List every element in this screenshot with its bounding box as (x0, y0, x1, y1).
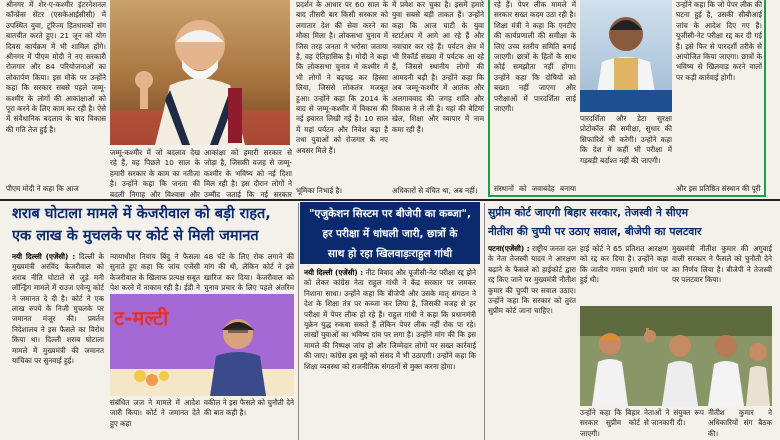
right-mid-text: रहे हैं। पेपर लीक मामले में सरकार सख्त कदम उठा रही है। शिक्षा मंत्री ने कहा कि एनटीए की कार्यप्रणाली की समीक्षा के लिए उच्च स्तरीय समिति बनाई जाएगी। छात्रों के हितों के साथ कोई समझौता नहीं होगा। उन्होंने कहा कि दोषियों को बख्शा नहीं जाएगा और परीक्षाओं में पारदर्शिता लाई जाएगी। (494, 0, 576, 114)
bihar-caption-col1: उन्होंने कहा कि बिहार सरकार सुप्रीम कोर्ट जाएगी। (580, 408, 640, 438)
kejriwal-caption-col2: वकील ने इस फैसले को चुनौती देने की बात कही है। (204, 398, 294, 418)
top-middle-footer: भूमिका निभाई है। (296, 186, 342, 195)
kejriwal-dateline: नयी दिल्ली (एजेंसी) : (12, 252, 76, 261)
kejriwal-col3: 48 घंटे के लिए रोक लगाने की मांग की थी, लेकिन कोर्ट ने इसे खारिज कर दिया। केजरीवाल को चुनाव प्रचार के लिए पहले अंतरिम (204, 252, 294, 292)
politicians-group-photo-icon (580, 306, 772, 406)
bihar-caption-col2: नेताओं ने संयुक्त रूप से जानकारी दी। (644, 408, 704, 428)
rahul-body: नयी दिल्ली (एजेंसी) : नीट विवाद और यूजीसी-नेट परीक्षा रद्द होने को लेकर कांग्रेस नेता राहुल गांधी ने केंद्र सरकार पर जमकर निशाना साधा। उन्होंने कहा कि बीजेपी और उसके मातृ संगठन ने देश के शिक्षा तंत्र पर कब्जा कर लिया है, जिसकी वजह से हर परीक्षा में पेपर लीक हो रहे हैं। राहुल गांधी ने कहा कि प्रधानमंत्री यूक्रेन युद्ध रुकवा सकते हैं लेकिन पेपर लीक नहीं रोक पा रहे। लाखों युवाओं का भविष्य दांव पर लगा है। उन्होंने मांग की कि इस मामले की निष्पक्ष जांच हो और जिम्मेदार लोगों पर सख्त कार्रवाई की जाए। कांग्रेस इस मुद्दे को संसद में भी उठाएगी। उन्होंने कहा कि शिक्षा व्यवस्था को राजनीतिक संगठनों से मुक्त करना होगा। (304, 268, 476, 371)
bihar-headline (488, 203, 770, 243)
top-right-of-center: में प्रवेश कर चुका है। इसमें हमारे युवा सबसे बड़ी ताकत हैं। उन्होंने कहा कि आज घाटी के युवा स्टार्टअप में आगे आ रहे हैं और नवाचार कर रहे हैं। पर्यटन क्षेत्र में भी रिकॉर्ड संख्या में पर्यटक आ रहे हैं, जिससे स्थानीय लोगों की आमदनी बढ़ी है। उन्होंने कहा कि अब जम्मू-कश्मीर में आतंक और अलगाववाद की जगह शांति और विकास ने ले ली है। यहां की बेटियां खेल, शिक्षा और व्यापार में नाम कमा रही हैं। (392, 0, 484, 134)
kejriwal-headline-line2: एक लाख के मुचलके पर कोर्ट से मिली जमानत (12, 228, 259, 244)
bihar-caption-col3: नीतीश कुमार ने अधिकारियों संग बैठक की। (708, 408, 772, 438)
center-bottom-col1: जम्मू-कश्मीर में जो बदलाव देख रहे हैं, वह पिछले 10 साल के हमारी सरकार के काम का नतीजा है। उन्होंने कहा कि जनता की बदली निगाह और विश्वास और (110, 148, 200, 198)
bihar-col2: हाई कोर्ट ने 65 प्रतिशत आरक्षण को रद्द कर दिया है। उन्होंने कहा कि जातीय गणना हमारी मांग पर हुई थी। (580, 244, 668, 285)
top-left-footer: पीएम मोदी ने कहा कि आज (6, 184, 79, 193)
top-left-column (6, 0, 106, 180)
rahul-dateline: नयी दिल्ली (एजेंसी) : (304, 268, 364, 277)
rahul-headline-line2: हर परीक्षा में धांधली जारी, छात्रों के (322, 228, 458, 240)
kejriwal-headline (12, 203, 294, 249)
minister-photo (580, 0, 672, 112)
kejriwal-headline-line1: शराब घोटाला मामले में केजरीवाल को बड़ी राहत, (12, 206, 271, 222)
kejriwal-caption-col1: संबंधित जज ने मामले में आदेश जारी किया। कोर्ट ने जमानत देते हुए कहा (110, 398, 200, 428)
center-bottom-col2: आकांक्षा को हमारी सरकार से जोड़ा है, जिसकी वजह से जम्मू-कश्मीर के भविष्य को नई दिशा मिल रही है। इस दौरान लोगों ने उम्मीद जताई कि नई सरकार (204, 148, 292, 198)
kejriwal-col2: न्यायाधीश नियाय बिंदु ने फैसला सुनाते हुए कहा कि जांच एजेंसी केजरीवाल के खिलाफ प्रत्यक्ष सबूत पेश करने में नाकाम रही है। ईडी ने (110, 252, 200, 292)
rahul-box (300, 202, 480, 440)
bihar-headline-line1: सुप्रीम कोर्ट जाएगी बिहार सरकार, तेजस्वी ने सीएम (488, 206, 689, 219)
rahul-headline (300, 204, 480, 264)
bihar-photo (580, 306, 772, 406)
section-divider (0, 199, 780, 201)
bihar-col1: पटना(एजेंसी) : राष्ट्रीय जनता दल के नेता तेजस्वी यादव ने आरक्षण बढ़ाने के फैसले को हाईकोर्ट द्वारा रद्द किए जाने पर मुख्यमंत्री नीतीश कुमार की चुप्पी पर सवाल उठाए। उन्होंने कहा कि सरकार को तुरंत सुप्रीम कोर्ट जाना चाहिए। (488, 244, 576, 316)
top-right-of-center-footer: अधिकारों से वंचित था, अब नहीं। (392, 186, 478, 195)
bihar-headline-line2: नीतीश की चुप्पी पर उठाए सवाल, बीजेपी का पलटवार (488, 225, 702, 238)
kejriwal-banner-text: ट-मल्टी (114, 306, 169, 330)
column-divider-1 (298, 203, 299, 440)
far-right-footer: और इस प्रतिष्ठित संस्थान की पूरी (676, 184, 761, 193)
top-left-text: श्रीनगर में शेर-ए-कश्मीर इंटरनेशनल कॉन्फ्रेंस सेंटर (एसकेआईसीसी) में उपस्थित युवा, टूरिज्म हितधारकों संग बातचीत करते हुए। 21 जून को योग दिवस कार्यक्रम में भी शामिल होंगे। श्रीनगर में पीएम मोदी ने नए सरकारी रोजगार और 84 परियोजनाओं का लोकार्पण किया। इस मौके पर उन्होंने कहा कि सरकार सबसे पहले जम्मू-कश्मीर के लोगों की आकांक्षाओं को पूरा करने के लिए काम कर रही है। ऐसे में संवैधानिक बदलाव के बाद विकास की गति तेज हुई है। (6, 0, 106, 134)
bihar-col3: मुख्यमंत्री नीतीश कुमार की अगुवाई वाली सरकार ने फैसले को चुनौती देने का निर्णय लिया है। बीजेपी ने तेजस्वी पर पलटवार किया। (672, 244, 772, 285)
right-mid-footer: संस्थानों को जवाबदेह बनाया (494, 184, 576, 193)
bihar-dateline: पटना(एजेंसी) : (488, 244, 530, 253)
modi-photo (110, 0, 290, 145)
person-photo-icon (580, 0, 672, 112)
person-photo-icon (110, 0, 290, 145)
rahul-headline-line3: साथ हो रहा खिलवाड़ःराहुल गांधी (327, 248, 453, 260)
kejriwal-photo (110, 294, 294, 396)
education-minister-box (488, 0, 766, 197)
rahul-headline-line1: "एजुकेशन सिस्टम पर बीजेपी का कब्जा", (309, 208, 471, 220)
minister-photo-caption: पारदर्शिता और डेटा सुरक्षा प्रोटोकॉल की समीक्षा, सुधार की सिफारिशें भी करेगी। उन्होंने कहा कि देश में कहीं भी परीक्षा में गड़बड़ी बर्दाश्त नहीं की जाएगी। (580, 114, 672, 165)
far-right-text: उन्होंने कहा कि जो पेपर लीक की घटना हुई है, उसकी सीबीआई जांच के आदेश दिए गए हैं। यूजीसी-नेट परीक्षा रद्द कर दी गई है। इसे फिर से पारदर्शी तरीके से आयोजित किया जाएगा। छात्रों के भविष्य से खिलवाड़ करने वालों पर कड़ी कार्रवाई होगी। (676, 0, 762, 82)
column-divider-2 (484, 203, 485, 440)
top-middle-column: प्रदर्शन के आधार पर 60 साल के बाद तीसरी बार किसी सरकार को लगातार देश की सेवा करने का मौका मिला है। लोकसभा चुनाव में जिस तरह जनता ने भरोसा जताया है, वह ऐतिहासिक है। मोदी ने कहा कि लोकसभा चुनाव में कश्मीर में भी लोगों ने बढ़चढ़ कर हिस्सा लिया, जिससे लोकतंत्र मजबूत हुआ। उन्होंने कहा कि 2014 के बाद से जम्मू-कश्मीर में विकास की नई इबारत लिखी गई है। 10 साल में यहां पर्यटन और निवेश बढ़ा है तथा युवाओं को रोजगार के नए अवसर मिले हैं। (296, 0, 388, 155)
kejriwal-col1: नयी दिल्ली (एजेंसी) : दिल्ली के मुख्यमंत्री अरविंद केजरीवाल को शराब नीति घोटाले से जुड़े मनी लॉन्ड्रिंग मामले में राउज एवेन्यू कोर्ट ने जमानत दे दी है। कोर्ट ने एक लाख रुपये के निजी मुचलके पर जमानत मंजूर की। प्रवर्तन निदेशालय ने इस फैसले का विरोध किया था। दिल्ली शराब घोटाला मामले में मुख्यमंत्री की जमानत याचिका पर सुनवाई हुई। (12, 252, 104, 366)
